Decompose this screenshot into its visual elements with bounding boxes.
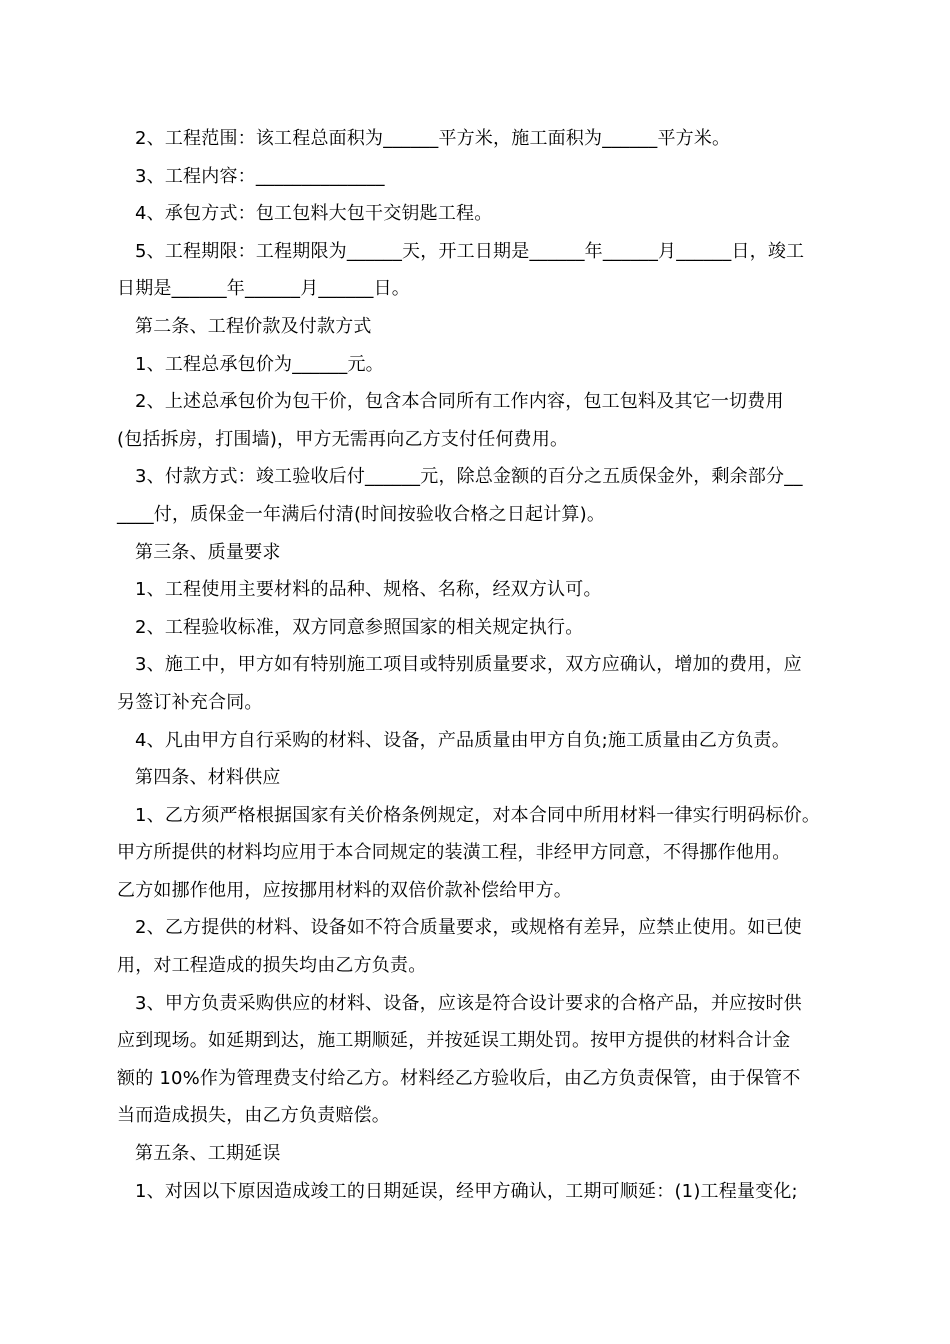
clause-line: 4、凡由甲方自行采购的材料、设备，产品质量由甲方自负;施工质量由乙方负责。 [135,729,790,751]
clause-line: 1、对因以下原因造成竣工的日期延误，经甲方确认，工期可顺延：(1)工程量变化; [135,1180,798,1202]
section-heading: 第四条、材料供应 [135,767,281,789]
clause-line-continuation: 用，对工程造成的损失均由乙方负责。 [117,955,427,977]
clause-line: 4、承包方式：包工包料大包干交钥匙工程。 [135,203,493,225]
clause-line-continuation: 甲方所提供的材料均应用于本合同规定的装潢工程，非经甲方同意，不得挪作他用。 [117,842,791,864]
clause-line: 3、甲方负责采购供应的材料、设备，应该是符合设计要求的合格产品，并应按时供 [135,992,802,1014]
clause-line-continuation: ____付，质保金一年满后付清(时间按验收合格之日起计算)。 [117,503,606,525]
clause-line: 5、工程期限：工程期限为______天，开工日期是______年______月______日，竣工 [135,240,805,262]
clause-line-continuation: 乙方如挪作他用，应按挪用材料的双倍价款补偿给甲方。 [117,879,572,901]
clause-line: 2、工程验收标准，双方同意参照国家的相关规定执行。 [135,616,584,638]
clause-line-continuation: 额的 10%作为管理费支付给乙方。材料经乙方验收后，由乙方负责保管，由于保管不 [117,1067,801,1089]
clause-line: 1、乙方须严格根据国家有关价格条例规定，对本合同中所用材料一律实行明码标价。 [135,804,821,826]
clause-line: 1、工程使用主要材料的品种、规格、名称，经双方认可。 [135,579,602,601]
clause-line: 3、施工中，甲方如有特别施工项目或特别质量要求，双方应确认，增加的费用，应 [135,654,802,676]
section-heading: 第五条、工期延误 [135,1143,281,1165]
clause-line: 1、工程总承包价为______元。 [135,353,384,375]
clause-line: 2、乙方提供的材料、设备如不符合质量要求，或规格有差异，应禁止使用。如已使 [135,917,802,939]
clause-line-continuation: (包括拆房，打围墙)，甲方无需再向乙方支付任何费用。 [117,428,569,450]
clause-line-continuation: 应到现场。如延期到达，施工期顺延，并按延误工期处罚。按甲方提供的材料合计金 [117,1030,791,1052]
contract-body [117,120,852,1210]
section-heading: 第二条、工程价款及付款方式 [135,315,372,337]
clause-line: 2、工程范围：该工程总面积为______平方米，施工面积为______平方米。 [135,128,731,149]
clause-line: 3、工程内容：______________ [135,165,385,187]
clause-line: 2、上述总承包价为包干价，包含本合同所有工作内容，包工包料及其它一切费用 [135,391,784,413]
clause-line-continuation: 当而造成损失，由乙方负责赔偿。 [117,1105,390,1127]
clause-line-continuation: 日期是______年______月______日。 [117,278,410,300]
clause-line-continuation: 另签订补充合同。 [117,691,263,713]
clause-line: 3、付款方式：竣工验收后付______元，除总金额的百分之五质保金外，剩余部分__ [135,466,803,488]
section-heading: 第三条、质量要求 [135,541,281,563]
